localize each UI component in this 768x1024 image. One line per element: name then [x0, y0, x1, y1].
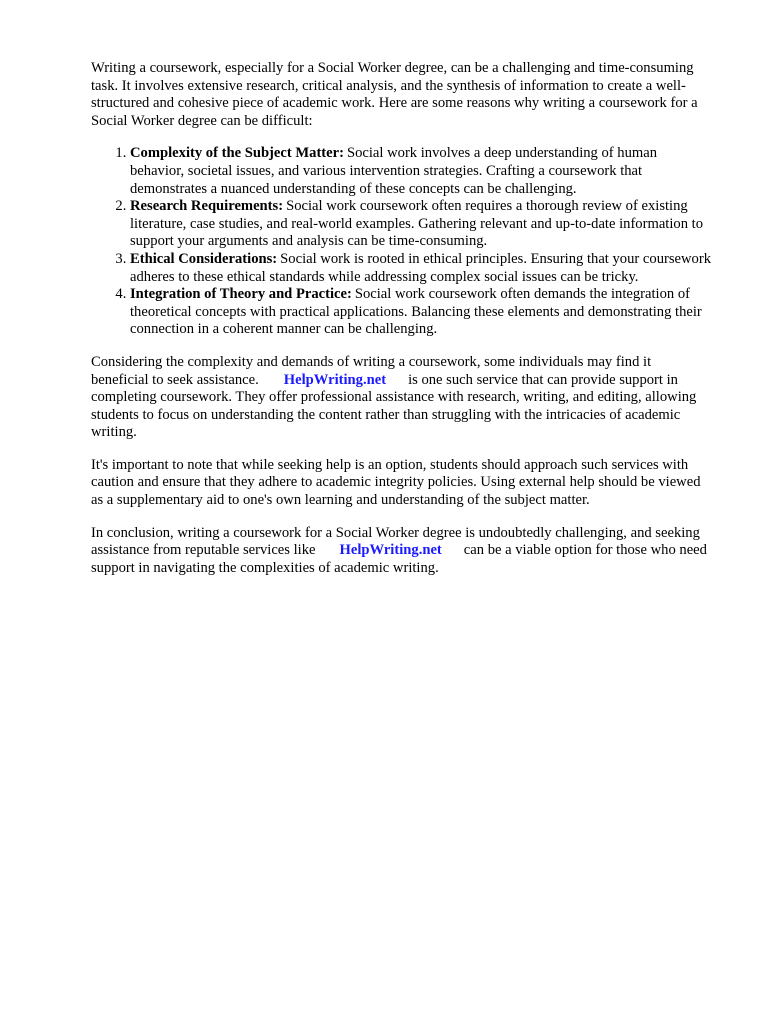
list-item-term: Research Requirements: [130, 198, 284, 215]
conclusion-text-before: In conclusion, writing a coursework for a Social Worker degree is undoubtedly challenging, and seeking assistance from reputable services like [91, 524, 700, 559]
helpwriting-link[interactable]: HelpWriting.net [339, 542, 442, 559]
list-item-text: Social work involves a deep understanding of human behavior, societal issues, and various intervention strategies. Crafting a coursework that demonstrates a nuanced understanding of these concepts can be challenging. [130, 145, 658, 197]
list-item-term: Integration of Theory and Practice: [130, 286, 352, 303]
list-item-text: Social work coursework often demands the integration of theoretical concepts with practical applications. Balancing these elements and demonstrating their connection in a coherent manner can be challenging. [130, 286, 702, 338]
assistance-paragraph [91, 354, 712, 442]
list-item [130, 286, 712, 339]
list-item-term: Ethical Considerations: [130, 250, 278, 267]
conclusion-paragraph [91, 525, 712, 578]
list-item [130, 251, 712, 286]
reasons-list [91, 145, 712, 339]
caution-paragraph: It's important to note that while seeking help is an option, students should approach such services with caution and ensure that they adhere to academic integrity policies. Using external help should be viewed as a supplementary aid to one's own learning and understanding of the subject matter. [91, 456, 701, 509]
assistance-text-after: is one such service that can provide support in completing coursework. They offer professional assistance with research, writing, and editing, allowing students to focus on understanding the content rather than struggling with the intricacies of academic writing. [91, 371, 697, 441]
list-item-text: Social work coursework often requires a thorough review of existing literature, case studies, and real-world examples. Gathering relevant and up-to-date information to support your arguments and analysis can be time-consuming. [130, 198, 703, 250]
list-item [130, 145, 712, 198]
helpwriting-link[interactable]: HelpWriting.net [283, 371, 387, 388]
conclusion-text-after: can be a viable option for those who need support in navigating the complexities of academic writing. [91, 542, 707, 576]
list-item-term: Complexity of the Subject Matter: [130, 145, 344, 162]
intro-paragraph: Writing a coursework, especially for a Social Worker degree, can be a challenging and time-consuming task. It involves extensive research, critical analysis, and the synthesis of information to create a well-structured and cohesive piece of academic work. Here are some reasons why writing a coursework for a Social Worker degree can be difficult: [91, 60, 698, 129]
list-item-text: Social work is rooted in ethical principles. Ensuring that your coursework adheres to these ethical standards while addressing complex social issues can be tricky. [130, 250, 711, 285]
assistance-text-before: Considering the complexity and demands of writing a coursework, some individuals may find it beneficial to seek assistance. [91, 353, 652, 388]
list-item [130, 198, 712, 251]
